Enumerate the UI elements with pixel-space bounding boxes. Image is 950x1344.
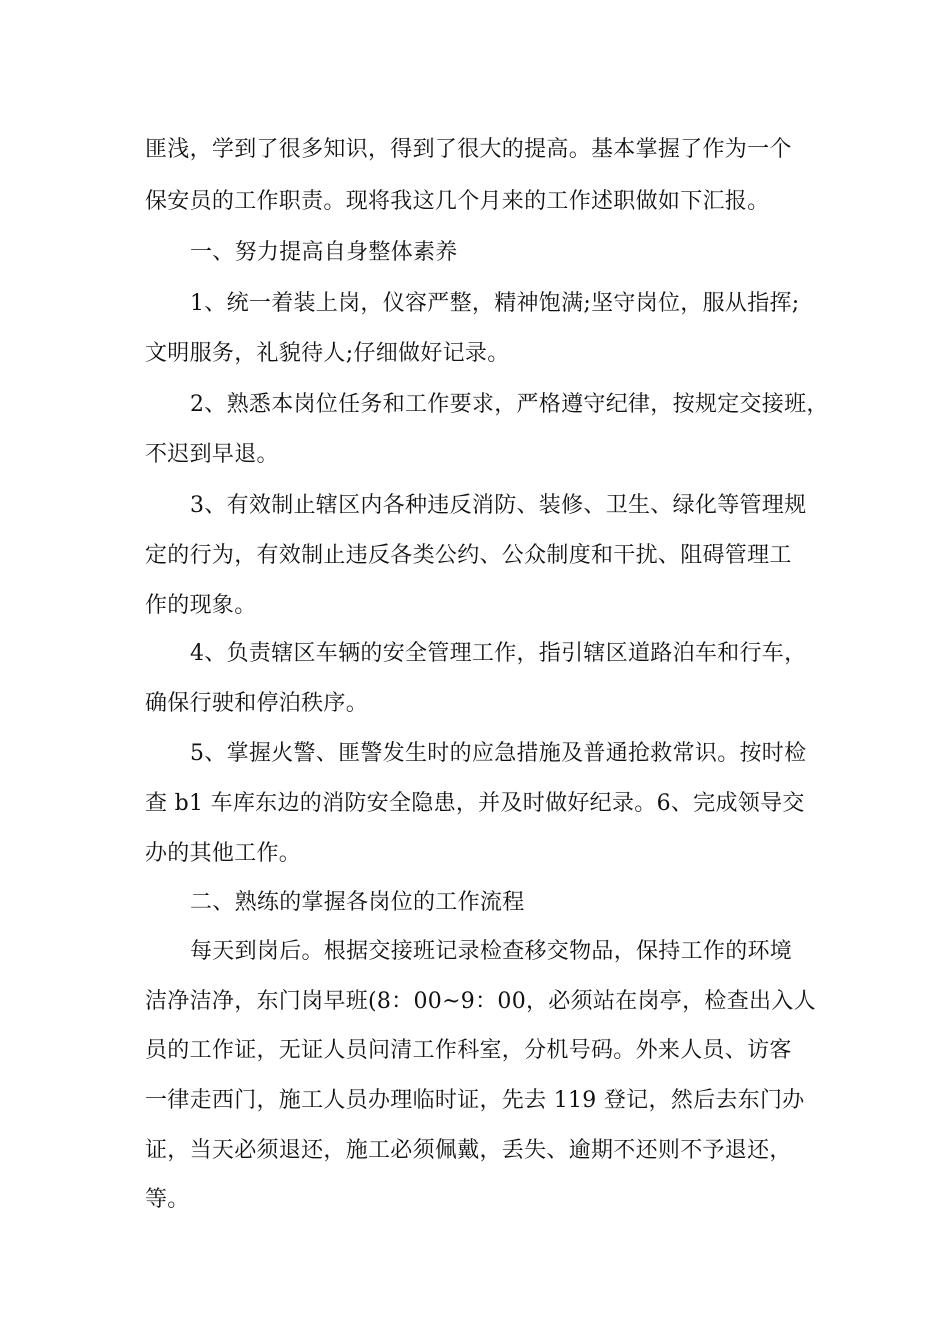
list-item-line: 4、负责辖区车辆的安全管理工作，指引辖区道路泊车和行车， [190,641,807,666]
body-text-line: 保安员的工作职责。现将我这几个月来的工作述职做如下汇报。 [145,189,770,214]
list-item-line: 不迟到早退。 [145,442,279,467]
body-text-line: 等。 [145,1187,190,1212]
body-text-line: 证，当天必须退还，施工必须佩戴，丢失、逾期不还则不予退还， [145,1138,792,1163]
list-item-line: 2、熟悉本岗位任务和工作要求，严格遵守纪律，按规定交接班， [190,392,829,417]
body-text-line: 每天到岗后。根据交接班记录检查移交物品，保持工作的环境 [190,939,793,964]
list-item-line: 办的其他工作。 [145,841,302,866]
section-heading: 二、熟练的掌握各岗位的工作流程 [190,890,525,915]
list-item-line: 1、统一着装上岗，仪容严整，精神饱满;坚守岗位，服从指挥; [190,291,800,316]
body-text-line: 匪浅，学到了很多知识，得到了很大的提高。基本掌握了作为一个 [145,137,792,162]
list-item-line: 作的现象。 [145,593,257,618]
list-item-line: 确保行驶和停泊秩序。 [145,691,369,716]
list-item-line: 5、掌握火警、匪警发生时的应急措施及普通抢救常识。按时检 [190,741,807,766]
body-text-line: 洁净洁净，东门岗早班(8：00~9：00，必须站在岗亭，检查出入人 [145,989,816,1014]
list-item-line: 文明服务，礼貌待人;仔细做好记录。 [145,341,510,366]
body-text-line: 一律走西门，施工人员办理临时证，先去 119 登记，然后去东门办 [145,1088,805,1113]
list-item-line: 查 b1 车库东边的消防安全隐患，并及时做好纪录。6、完成领导交 [145,791,805,816]
list-item-line: 3、有效制止辖区内各种违反消防、装修、卫生、绿化等管理规 [190,493,807,518]
list-item-line: 定的行为，有效制止违反各类公约、公众制度和干扰、阻碍管理工 [145,543,792,568]
section-heading: 一、努力提高自身整体素养 [190,240,458,265]
body-text-line: 员的工作证，无证人员问清工作科室，分机号码。外来人员、访客 [145,1038,792,1063]
